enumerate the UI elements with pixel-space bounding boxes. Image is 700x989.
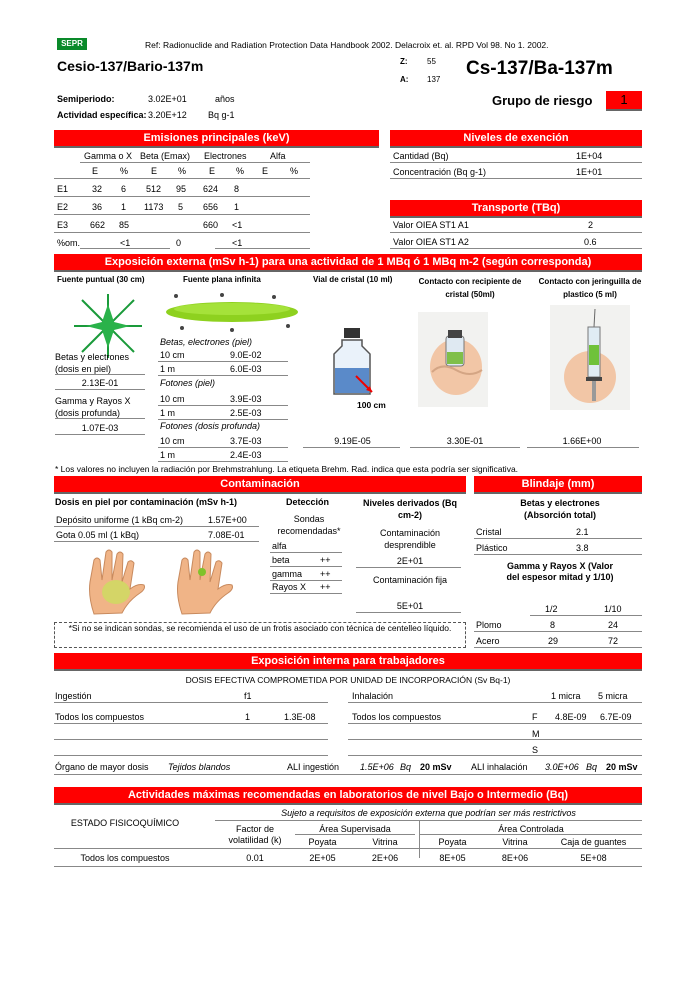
shield-col: 1/2 <box>545 604 558 614</box>
table-cell: 660 <box>203 220 219 230</box>
table-cell: 1 <box>234 202 240 212</box>
fixed-value: 5E+01 <box>396 601 424 611</box>
table-cell: 32 <box>92 184 103 194</box>
transport-title: Transporte (TBq) <box>390 200 642 218</box>
ali-inhalation-value: 3.0E+06 <box>545 762 579 772</box>
f1-label: f1 <box>244 691 252 701</box>
transport-value: 0.6 <box>584 237 597 247</box>
shield-value: 2.1 <box>576 527 589 537</box>
shield-material: Plástico <box>476 543 508 553</box>
plane-distance: 1 m <box>160 408 176 418</box>
row-label: E2 <box>57 202 69 212</box>
ingestion-f1: 1 <box>245 712 251 722</box>
skin-dose-title: Dosis en piel por contaminación (mSv h-1) <box>55 497 238 507</box>
shield-material: Acero <box>476 636 500 646</box>
nuclide-symbol: Cs-137/Ba-137m <box>466 58 613 79</box>
plane-value: 3.9E-03 <box>230 394 262 404</box>
state-header: ESTADO FISICOQUÍMICO <box>70 818 180 828</box>
external-title: Exposición externa (mSv h-1) para una actividad de 1 MBq ó 1 MBq m-2 (según corresponda) <box>54 254 642 272</box>
activity-value: 3.20E+12 <box>148 110 187 120</box>
plane-deep-title: Fotones (dosis profunda) <box>160 421 261 431</box>
labs-value: 2E+05 <box>309 853 336 863</box>
volatility-header: Factor de volatilidad (k) <box>228 824 282 845</box>
row-label: %om. <box>57 238 81 248</box>
plane-value: 9.0E-02 <box>230 350 262 360</box>
table-cell: 662 <box>90 220 106 230</box>
labs-value: 2E+06 <box>371 853 399 863</box>
plane-value: 2.5E-03 <box>230 408 262 418</box>
plane-distance: 10 cm <box>160 436 185 446</box>
organ-value: Tejidos blandos <box>168 762 231 772</box>
hand-uniform-icon <box>82 548 154 616</box>
detection-sub: Sondas recomendadas* <box>277 514 341 536</box>
sub-e: E <box>262 166 269 176</box>
sub-e: E <box>151 166 158 176</box>
sub-pct: % <box>290 166 299 176</box>
removable-value: 2E+01 <box>396 556 424 566</box>
labs-state: Todos los compuestos <box>80 853 170 863</box>
table-cell: 512 <box>146 184 162 194</box>
nuclide-name: Cesio-137/Bario-137m <box>57 58 204 74</box>
table-cell: 1173 <box>144 202 164 212</box>
labs-value: 8E+05 <box>439 853 466 863</box>
labs-subtitle: Sujeto a requisitos de exposición externa que podrían ser más restrictivos <box>281 808 576 818</box>
table-cell: 0 <box>176 238 182 248</box>
plane-beta-title: Betas, electrones (piel) <box>160 337 253 347</box>
plane-distance: 10 cm <box>160 394 185 404</box>
labs-value: 5E+08 <box>580 853 607 863</box>
probe-name: Rayos X <box>272 582 307 592</box>
shield-value: 29 <box>548 636 559 646</box>
supervised-header: Área Supervisada <box>319 824 391 834</box>
plane-value: 2.4E-03 <box>230 450 262 460</box>
ali-inhalation-dose: 20 mSv <box>606 762 638 772</box>
shield-col: 1/10 <box>604 604 622 614</box>
hand-container-icon <box>418 312 488 407</box>
contamination-title: Contaminación <box>54 476 466 494</box>
half-life-value: 3.02E+01 <box>148 94 187 104</box>
table-cell: <1 <box>232 238 243 248</box>
a-label: A: <box>400 75 409 84</box>
plane-value: 3.7E-03 <box>230 436 262 446</box>
table-cell: 36 <box>92 202 103 212</box>
internal-title: Exposición interna para trabajadores <box>54 653 642 671</box>
table-cell: 8 <box>234 184 240 194</box>
point-beta-value: 2.13E-01 <box>81 378 119 388</box>
skin-dose-value: 1.57E+00 <box>208 515 247 525</box>
probe-rating: ++ <box>320 569 331 579</box>
col-syringe: Contacto con jeringuilla de plastico (5 ml) <box>538 277 642 299</box>
shield-value: 8 <box>550 620 556 630</box>
inhalation-value: 4.8E-09 <box>555 712 587 722</box>
activity-unit: Bq g-1 <box>208 110 235 120</box>
a-value: 137 <box>427 75 441 84</box>
ingestion-compound: Todos los compuestos <box>55 712 145 722</box>
point-gamma-value: 1.07E-03 <box>81 423 119 433</box>
probe-rating: ++ <box>320 582 331 592</box>
labs-k: 0.01 <box>246 853 264 863</box>
ali-ingestion-value: 1.5E+06 <box>360 762 394 772</box>
table-cell: 5 <box>178 202 184 212</box>
ali-inhalation-label: ALI inhalación <box>471 762 528 772</box>
col-container: Contacto con recipiente de cristal (50ml) <box>418 277 522 299</box>
row-label: E3 <box>57 220 69 230</box>
probe-rating: ++ <box>320 555 331 565</box>
sub-pct: % <box>178 166 187 176</box>
row-label: E1 <box>57 184 69 194</box>
micron5-label: 5 micra <box>598 691 628 701</box>
shield-material: Plomo <box>476 620 502 630</box>
reference-text: Ref: Radionuclide and Radiation Protection Data Handbook 2002. Delacroix et. al. RPD Vol 98. No 1. 2002. <box>145 40 549 50</box>
exemption-label: Cantidad (Bq) <box>393 151 449 161</box>
exemption-value: 1E+01 <box>576 167 603 177</box>
col-plane-source: Fuente plana infinita <box>183 275 261 284</box>
internal-subtitle: DOSIS EFECTIVA COMPROMETIDA POR UNIDAD DE INCORPORACIÓN (Sv Bq-1) <box>185 675 511 685</box>
col-vial: Vial de cristal (10 ml) <box>313 275 393 284</box>
table-cell: 95 <box>176 184 187 194</box>
z-value: 55 <box>427 57 436 66</box>
vial-icon <box>326 326 382 398</box>
probe-name: alfa <box>272 541 287 551</box>
emissions-title: Emisiones principales (keV) <box>54 130 379 148</box>
shield-value: 24 <box>608 620 619 630</box>
ali-inhalation-unit: Bq <box>586 762 598 772</box>
micron1-label: 1 micra <box>551 691 581 701</box>
shield-material: Cristal <box>476 527 502 537</box>
plane-value: 6.0E-03 <box>230 364 262 374</box>
vial-distance: 100 cm <box>357 400 386 410</box>
table-cell: 656 <box>203 202 219 212</box>
col-vitrina: Vitrina <box>372 837 398 847</box>
table-cell: <1 <box>232 220 243 230</box>
skin-dose-label: Gota 0.05 ml (1 kBq) <box>56 530 140 540</box>
organ-label: Órgano de mayor dosis <box>55 762 149 772</box>
table-cell: 85 <box>119 220 130 230</box>
external-footnote: * Los valores no incluyen la radiación por Brehmstrahlung. La etiqueta Brehm. Rad. indica que esta podría ser significativa. <box>55 464 519 474</box>
fixed-label: Contaminación fija <box>372 575 448 585</box>
risk-value: 1 <box>606 91 642 111</box>
inhalation-type: S <box>532 745 539 755</box>
plane-photon-title: Fotones (piel) <box>160 378 216 388</box>
sub-e: E <box>92 166 99 176</box>
risk-label: Grupo de riesgo <box>492 93 593 108</box>
skin-dose-label: Depósito uniforme (1 kBq cm-2) <box>56 515 184 525</box>
shielding-gamma-title: Gamma y Rayos X (Valor del espesor mitad y 1/10) <box>506 561 614 582</box>
transport-label: Valor OIEA ST1 A2 <box>393 237 469 247</box>
ingestion-value: 1.3E-08 <box>284 712 316 722</box>
labs-title: Actividades máximas recomendadas en laboratorios de nivel Bajo o Intermedio (Bq) <box>54 787 642 805</box>
col-vitrina: Vitrina <box>502 837 528 847</box>
col-poyata: Poyata <box>438 837 467 847</box>
shield-value: 72 <box>608 636 619 646</box>
group-electrons: Electrones <box>204 151 247 161</box>
plane-distance: 1 m <box>160 364 176 374</box>
inhalation-type: F <box>532 712 538 722</box>
plane-source-icon <box>162 292 302 334</box>
plane-distance: 1 m <box>160 450 176 460</box>
activity-label: Actividad específica: <box>57 110 147 120</box>
controlled-header: Área Controlada <box>498 824 564 834</box>
shielding-beta-title: Betas y electrones (Absorción total) <box>520 498 600 520</box>
sub-e: E <box>209 166 216 176</box>
probe-note: *Si no se indican sondas, se recomienda el uso de un frotis asociado con técnica de centelleo líquido. <box>54 622 466 648</box>
labs-value: 8E+06 <box>501 853 529 863</box>
derived-title: Niveles derivados (Bq cm-2) <box>362 498 458 520</box>
removable-label: Contaminación desprendible <box>379 528 441 550</box>
table-cell: 1 <box>121 202 127 212</box>
table-cell: 6 <box>121 184 127 194</box>
group-beta: Beta (Emax) <box>140 151 191 161</box>
transport-label: Valor OIEA ST1 A1 <box>393 220 469 230</box>
probe-name: beta <box>272 555 290 565</box>
inhalation-value: 6.7E-09 <box>600 712 632 722</box>
inhalation-type: M <box>532 729 540 739</box>
container-value: 3.30E-01 <box>446 436 484 446</box>
half-life-label: Semiperiodo: <box>57 94 115 104</box>
inhalation-compound: Todos los compuestos <box>352 712 442 722</box>
exemption-title: Niveles de exención <box>390 130 642 148</box>
z-label: Z: <box>400 57 408 66</box>
point-gamma-label: Gamma y Rayos X (dosis profunda) <box>55 396 131 418</box>
inhalation-label: Inhalación <box>352 691 394 701</box>
sepr-logo: SEPR <box>57 38 87 50</box>
col-poyata: Poyata <box>308 837 337 847</box>
transport-value: 2 <box>588 220 594 230</box>
plane-distance: 10 cm <box>160 350 185 360</box>
table-cell: 624 <box>203 184 219 194</box>
sub-pct: % <box>236 166 245 176</box>
shielding-title: Blindaje (mm) <box>474 476 642 494</box>
exemption-value: 1E+04 <box>576 151 603 161</box>
skin-dose-value: 7.08E-01 <box>208 530 245 540</box>
ali-ingestion-dose: 20 mSv <box>420 762 452 772</box>
probe-name: gamma <box>272 569 303 579</box>
syringe-icon <box>550 305 630 410</box>
half-life-unit: años <box>215 94 235 104</box>
col-glovebox: Caja de guantes <box>560 837 627 847</box>
point-beta-label: Betas y electrones (dosis en piel) <box>55 352 130 374</box>
ali-ingestion-label: ALI ingestión <box>287 762 340 772</box>
shield-value: 3.8 <box>576 543 589 553</box>
syringe-value: 1.66E+00 <box>562 436 602 446</box>
ingestion-label: Ingestión <box>55 691 92 701</box>
vial-value: 9.19E-05 <box>334 436 371 446</box>
group-gamma: Gamma o X <box>84 151 133 161</box>
sub-pct: % <box>120 166 129 176</box>
group-alpha: Alfa <box>270 151 286 161</box>
table-cell: <1 <box>120 238 131 248</box>
exemption-label: Concentración (Bq g-1) <box>393 167 487 177</box>
hand-drop-icon <box>170 548 242 616</box>
ali-ingestion-unit: Bq <box>400 762 412 772</box>
detection-title: Detección <box>286 497 330 507</box>
col-point-source: Fuente puntual (30 cm) <box>57 275 145 284</box>
